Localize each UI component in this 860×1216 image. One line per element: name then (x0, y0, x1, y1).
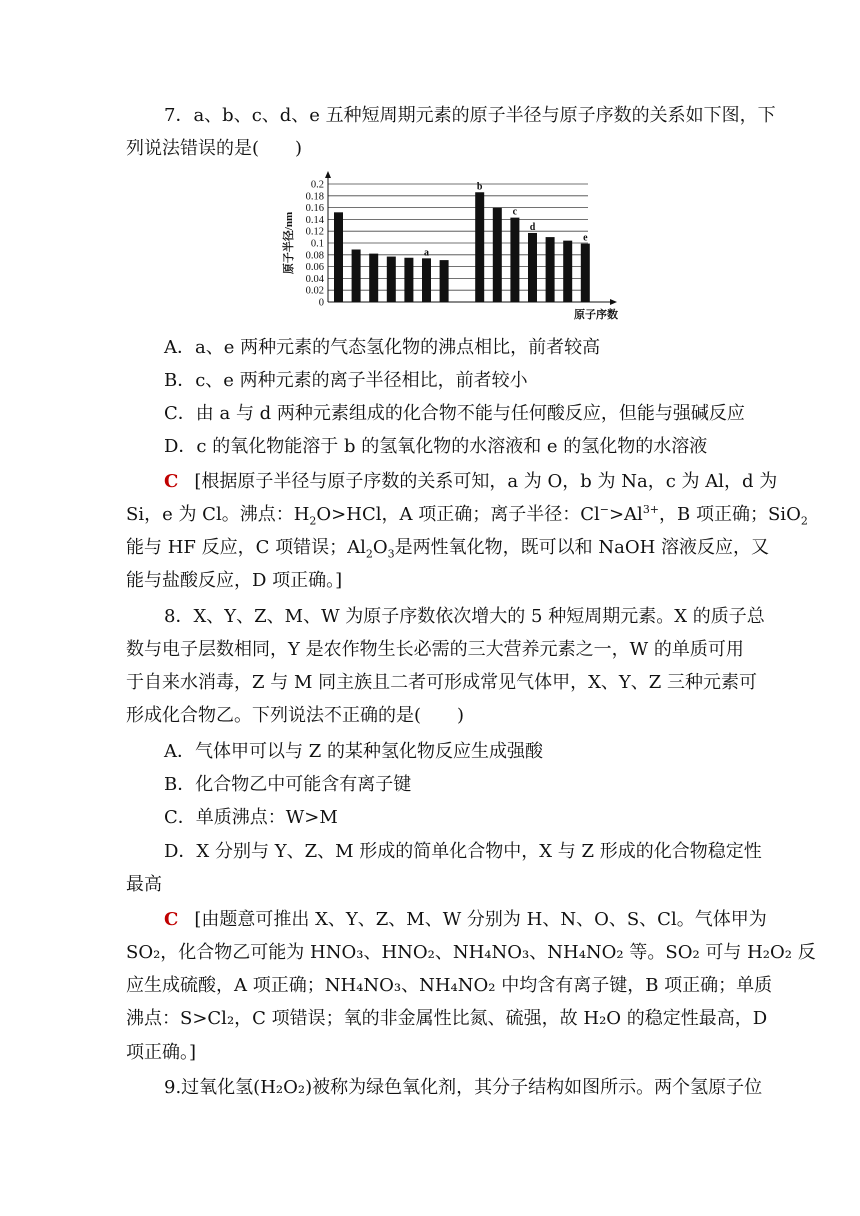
bar (563, 241, 572, 302)
q7-explanation-line-3: 能与 HF 反应，C 项错误；$Al_2O_3$是两性氧化物，既可以和 NaOH 溶液反应，又 (126, 537, 770, 561)
bar-label: a (424, 247, 429, 259)
y-tick-label: 0.16 (305, 203, 324, 215)
bar (334, 212, 343, 302)
q8-stem-line-2: 数与电子层数相同，Y 是农作物生长必需的三大营养元素之一，W 的单质可用 (126, 639, 744, 660)
q8-option-d-line-2: 最高 (126, 874, 162, 895)
bar (387, 257, 396, 302)
atomic-radius-chart (280, 170, 620, 325)
bar (581, 244, 590, 302)
q8-explanation-line-4: 沸点：S>Cl₂，C 项错误；氧的非金属性比氮、硫强，故 H₂O 的稳定性最高，D (126, 1008, 768, 1029)
q8-stem-line-3: 于自来水消毒，Z 与 M 同主族且二者可形成常见气体甲，X、Y、Z 三种元素可 (126, 672, 758, 693)
q8-answer: C (164, 909, 179, 930)
q8-stem-line-4: 形成化合物乙。下列说法不正确的是( ) (126, 705, 465, 726)
q8-option-a: A．气体甲可以与 Z 的某种氢化物反应生成强酸 (164, 741, 543, 762)
q7-stem-line-2: 列说法错误的是( ) (126, 138, 303, 159)
x-axis-label: 原子序数 (574, 309, 618, 321)
q7-explanation-line-1: C [根据原子半径与原子序数的关系可知，a 为 O，b 为 Na，c 为 Al，d 为 (164, 471, 778, 492)
bar-label: d (529, 221, 536, 233)
y-tick-label: 0.1 (310, 238, 324, 250)
q7-answer: C (164, 471, 179, 492)
y-tick-label: 0.2 (310, 179, 324, 191)
bar (369, 254, 378, 302)
y-tick-label: 0.08 (305, 250, 324, 262)
q7-explanation-line-4: 能与盐酸反应，D 项正确。] (126, 570, 343, 591)
bar-label: b (476, 181, 483, 193)
q7-option-c: C．由 a 与 d 两种元素组成的化合物不能与任何酸反应，但能与强碱反应 (164, 403, 745, 424)
bar (528, 233, 537, 302)
q8-explanation-line-2: SO₂，化合物乙可能为 HNO₃、HNO₂、NH₄NO₃、NH₄NO₂ 等。SO₂ 可与 H₂O₂ 反 (126, 942, 816, 963)
bar (475, 192, 484, 302)
q8-option-d-line-1: D．X 分别与 Y、Z、M 形成的简单化合物中，X 与 Z 形成的化合物稳定性 (164, 841, 762, 862)
q7-option-b: B．c、e 两种元素的离子半径相比，前者较小 (164, 370, 528, 391)
bar (440, 260, 449, 302)
q7-stem-line-1: 7．a、b、c、d、e 五种短周期元素的原子半径与原子序数的关系如下图，下 (164, 105, 776, 126)
bar (546, 237, 555, 302)
q8-stem-line-1: 8．X、Y、Z、M、W 为原子序数依次增大的 5 种短周期元素。X 的质子总 (164, 606, 765, 627)
y-axis-label: 原子半径/nm (283, 211, 295, 275)
q7-option-a: A．a、e 两种元素的气态氢化物的沸点相比，前者较高 (164, 337, 601, 358)
bar (493, 208, 502, 302)
y-axis-arrow (325, 171, 331, 178)
y-tick-label: 0.02 (305, 285, 324, 297)
y-tick-label: 0.04 (305, 273, 324, 285)
q8-option-b: B．化合物乙中可能含有离子键 (164, 774, 412, 795)
bar (510, 218, 519, 302)
q8-explanation-line-1: C [由题意可推出 X、Y、Z、M、W 分别为 H、N、O、S、Cl。气体甲为 (164, 909, 767, 930)
q7-explanation-line-2: Si，e 为 Cl。沸点：$H_2O>HCl$，A 项正确；离子半径：$Cl^->Al^{3+}$，B 项正确；SiO$_2$ (126, 503, 808, 528)
y-tick-label: 0.14 (305, 214, 324, 226)
bar-label: e (583, 232, 588, 244)
bar-label: c (512, 206, 518, 218)
bar (422, 258, 431, 302)
y-tick-label: 0.18 (305, 191, 324, 203)
x-axis-arrow (610, 299, 617, 305)
q9-stem-line-1: 9.过氧化氢(H₂O₂)被称为绿色氧化剂，其分子结构如图所示。两个氢原子位 (164, 1077, 763, 1098)
q7-option-d: D．c 的氧化物能溶于 b 的氢氧化物的水溶液和 e 的氢化物的水溶液 (164, 436, 708, 457)
bar (352, 249, 361, 302)
y-tick-label: 0.06 (305, 262, 324, 274)
y-tick-label: 0.12 (305, 226, 324, 238)
q8-option-c: C．单质沸点：W>M (164, 807, 338, 828)
q8-explanation-line-3: 应生成硫酸，A 项正确；NH₄NO₃、NH₄NO₂ 中均含有离子键，B 项正确；单质 (126, 975, 773, 996)
y-tick-label: 0 (318, 297, 324, 309)
q8-explanation-line-5: 项正确。] (126, 1042, 197, 1063)
bar (404, 258, 413, 302)
